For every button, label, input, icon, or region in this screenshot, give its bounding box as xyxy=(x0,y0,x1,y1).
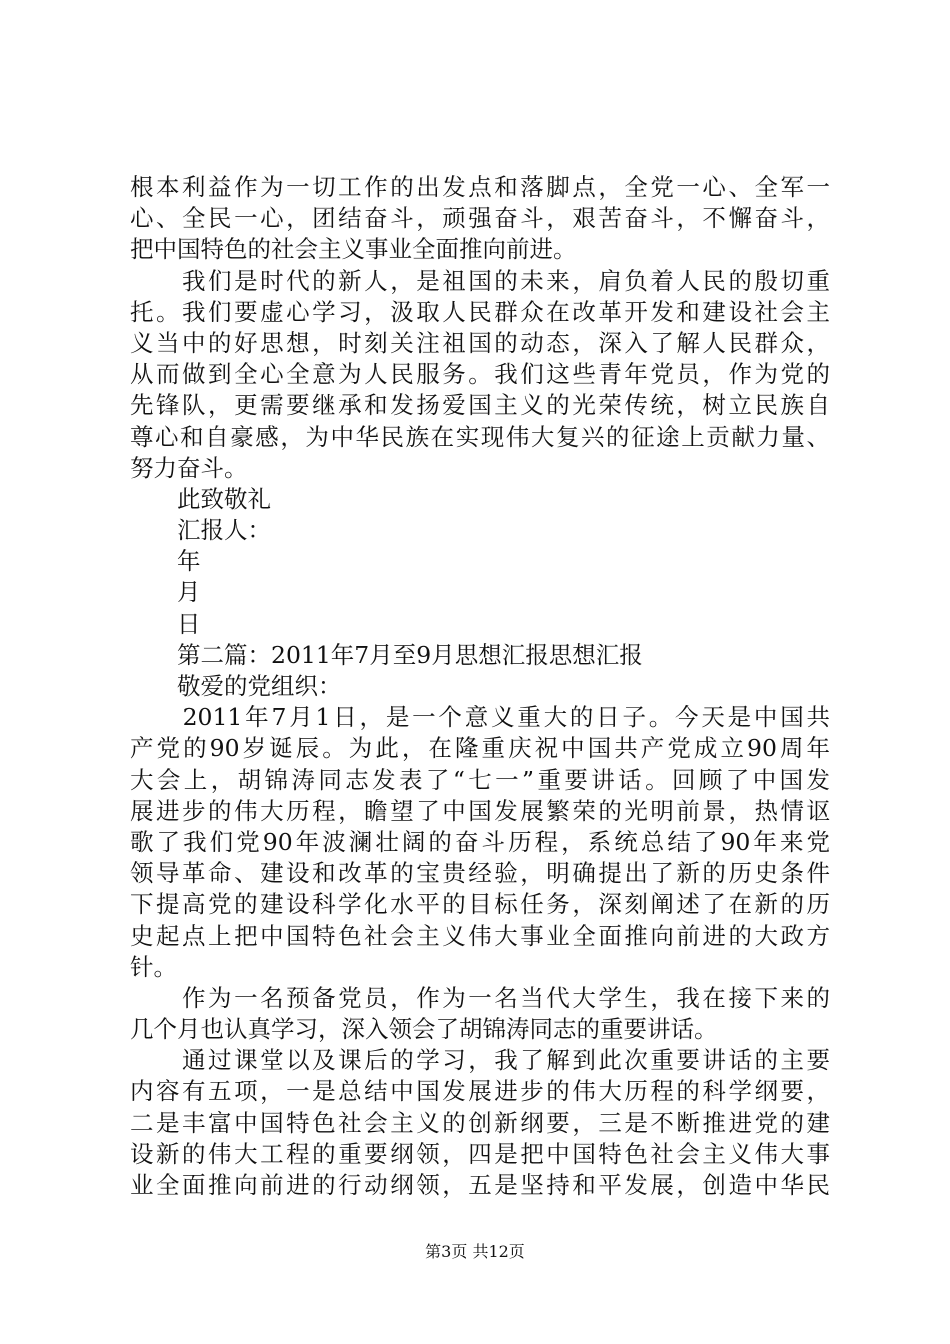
text-line: 汇报人： xyxy=(130,516,271,545)
text-line: 针。 xyxy=(130,952,177,981)
document-body xyxy=(130,172,830,1201)
text-line: 先锋队，更需要继承和发扬爱国主义的光荣传统，树立民族自 xyxy=(130,391,830,420)
text-line: 义当中的好思想，时刻关注祖国的动态，深入了解人民群众， xyxy=(130,328,830,357)
text-line: 努力奋斗。 xyxy=(130,453,248,482)
page-footer xyxy=(0,1240,950,1264)
text-line: 产党的90岁诞辰。为此，在隆重庆祝中国共产党成立90周年 xyxy=(130,734,830,763)
text-line: 2011年7月1日，是一个意义重大的日子。今天是中国共 xyxy=(130,703,830,732)
text-line: 月 xyxy=(130,578,201,607)
text-line: 第二篇：2011年7月至9月思想汇报思想汇报 xyxy=(130,640,643,669)
text-line: 二是丰富中国特色社会主义的创新纲要，三是不断推进党的建 xyxy=(130,1108,830,1137)
text-line: 内容有五项，一是总结中国发展进步的伟大历程的科学纲要， xyxy=(130,1077,830,1106)
text-line: 日 xyxy=(130,609,201,638)
text-line: 我们是时代的新人，是祖国的未来，肩负着人民的殷切重 xyxy=(130,266,830,295)
text-line: 几个月也认真学习，深入领会了胡锦涛同志的重要讲话。 xyxy=(130,1015,718,1044)
text-line: 展进步的伟大历程，瞻望了中国发展繁荣的光明前景，热情讴 xyxy=(130,796,830,825)
text-line: 此致敬礼 xyxy=(130,484,271,513)
text-line: 史起点上把中国特色社会主义伟大事业全面推向前进的大政方 xyxy=(130,921,830,950)
text-line: 把中国特色的社会主义事业全面推向前进。 xyxy=(130,235,577,264)
text-line: 心、全民一心，团结奋斗，顽强奋斗，艰苦奋斗，不懈奋斗， xyxy=(130,204,830,233)
page-number-label: 第3页 共12页 xyxy=(425,1242,525,1261)
text-line: 大会上，胡锦涛同志发表了“七一”重要讲话。回顾了中国发 xyxy=(130,765,830,794)
text-line: 领导革命、建设和改革的宝贵经验，明确提出了新的历史条件 xyxy=(130,859,830,888)
text-line: 作为一名预备党员，作为一名当代大学生，我在接下来的 xyxy=(130,983,830,1012)
text-line: 设新的伟大工程的重要纲领，四是把中国特色社会主义伟大事 xyxy=(130,1139,830,1168)
text-line: 下提高党的建设科学化水平的目标任务，深刻阐述了在新的历 xyxy=(130,890,830,919)
text-line: 歌了我们党90年波澜壮阔的奋斗历程，系统总结了90年来党 xyxy=(130,827,830,856)
text-line: 从而做到全心全意为人民服务。我们这些青年党员，作为党的 xyxy=(130,360,830,389)
text-line: 根本利益作为一切工作的出发点和落脚点，全党一心、全军一 xyxy=(130,173,830,201)
text-line: 年 xyxy=(130,547,201,576)
text-line: 通过课堂以及课后的学习，我了解到此次重要讲话的主要 xyxy=(130,1046,830,1075)
text-line: 托。我们要虚心学习，汲取人民群众在改革开发和建设社会主 xyxy=(130,297,830,326)
text-line: 业全面推向前进的行动纲领，五是坚持和平发展，创造中华民 xyxy=(130,1171,830,1199)
text-line: 敬爱的党组织： xyxy=(130,672,342,700)
text-line: 尊心和自豪感，为中华民族在实现伟大复兴的征途上贡献力量、 xyxy=(130,422,830,451)
